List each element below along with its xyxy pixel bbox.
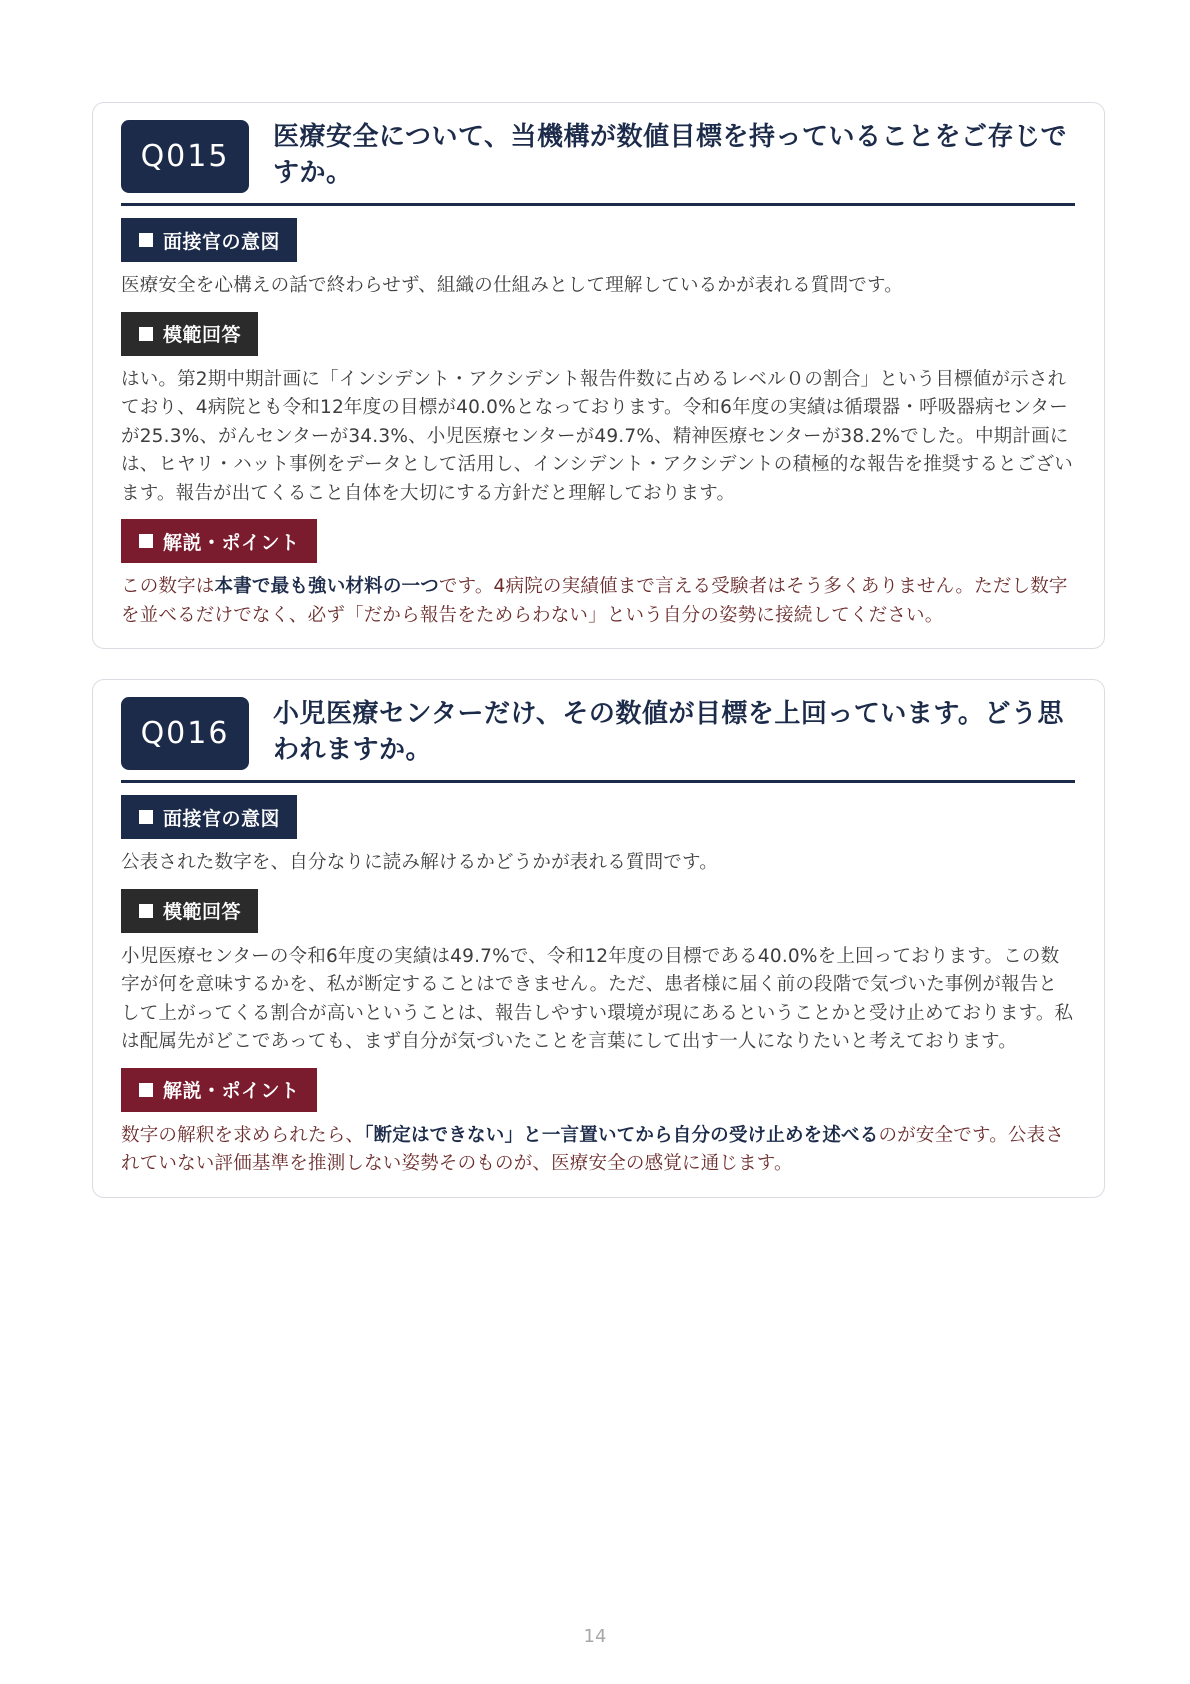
question-title: 医療安全について、当機構が数値目標を持っていることをご存じですか。	[273, 122, 1067, 188]
question-number-badge: Q016	[121, 697, 249, 770]
model-answer-label	[121, 312, 258, 356]
point-text-emphasis: 本書で最も強い材料の一つ	[214, 576, 439, 597]
point-text	[121, 1122, 1075, 1179]
square-bullet-icon	[139, 904, 153, 918]
square-bullet-icon	[139, 534, 153, 548]
square-bullet-icon	[139, 1083, 153, 1097]
point-text	[121, 573, 1075, 630]
square-bullet-icon	[139, 327, 153, 341]
model-answer-label	[121, 889, 258, 933]
question-number-badge: Q015	[121, 120, 249, 193]
intent-label	[121, 218, 297, 262]
question-header	[121, 696, 1075, 783]
model-answer-text: はい。第2期中期計画に「インシデント・アクシデント報告件数に占めるレベル０の割合」という目標値が示されており、4病院とも令和12年度の目標が40.0%となっております。令和6年度の実績は循環器・呼吸器病センターが25.3%、がんセンターが34.3%、小児医療センターが49.7%、精神医療センターが38.2%でした。中期計画には、ヒヤリ・ハット事例をデータとして活用し、インシデント・アクシデントの積極的な報告を推奨するとございます。報告が出てくること自体を大切にする方針だと理解しております。	[121, 368, 1073, 504]
point-text-post: のが安全です。公表されていない評価基準を推測しない姿勢そのものが、医療安全の感覚に通じます。	[121, 1124, 1064, 1174]
page-number: 14	[583, 1626, 607, 1647]
point-label-text: 解説・ポイント	[163, 531, 300, 554]
model-answer-label-text: 模範回答	[163, 901, 242, 923]
question-card-q016	[92, 679, 1105, 1198]
square-bullet-icon	[139, 810, 153, 824]
question-card-q015	[92, 102, 1105, 649]
intent-label-text: 面接官の意図	[163, 807, 281, 830]
model-answer-label-text: 模範回答	[163, 324, 242, 346]
point-text-emphasis: 「断定はできない」と一言置いてから自分の受け止めを述べる	[364, 1124, 879, 1146]
question-header	[121, 119, 1075, 206]
point-text-post: です。4病院の実績値まで言える受験者はそう多くありません。ただし数字を並べるだけでなく、必ず「だから報告をためらわない」という自分の姿勢に接続してください。	[121, 576, 1068, 626]
intent-label-text: 面接官の意図	[163, 230, 281, 253]
point-label-text: 解説・ポイント	[163, 1080, 300, 1102]
point-label	[121, 519, 317, 563]
point-text-pre: この数字は	[121, 576, 215, 597]
point-text-pre: 数字の解釈を求められたら、	[121, 1124, 365, 1146]
intent-label	[121, 795, 297, 839]
intent-text: 医療安全を心構えの話で終わらせず、組織の仕組みとして理解しているかが表れる質問です。	[121, 275, 903, 296]
square-bullet-icon	[139, 233, 153, 247]
model-answer-text: 小児医療センターの令和6年度の実績は49.7%で、令和12年度の目標である40.0%を上回っております。この数字が何を意味するかを、私が断定することはできません。ただ、患者様に届く前の段階で気づいた事例が報告として上がってくる割合が高いということは、報告しやすい環境が現にあるということかと受け止めております。私は配属先がどこであっても、まず自分が気づいたことを言葉にして出す一人になりたいと考えております。	[121, 945, 1074, 1052]
intent-text: 公表された数字を、自分なりに読み解けるかどうかが表れる質問です。	[121, 852, 718, 873]
question-title: 小児医療センターだけ、その数値が目標を上回っています。どう思われますか。	[273, 699, 1064, 765]
point-label	[121, 1068, 317, 1112]
